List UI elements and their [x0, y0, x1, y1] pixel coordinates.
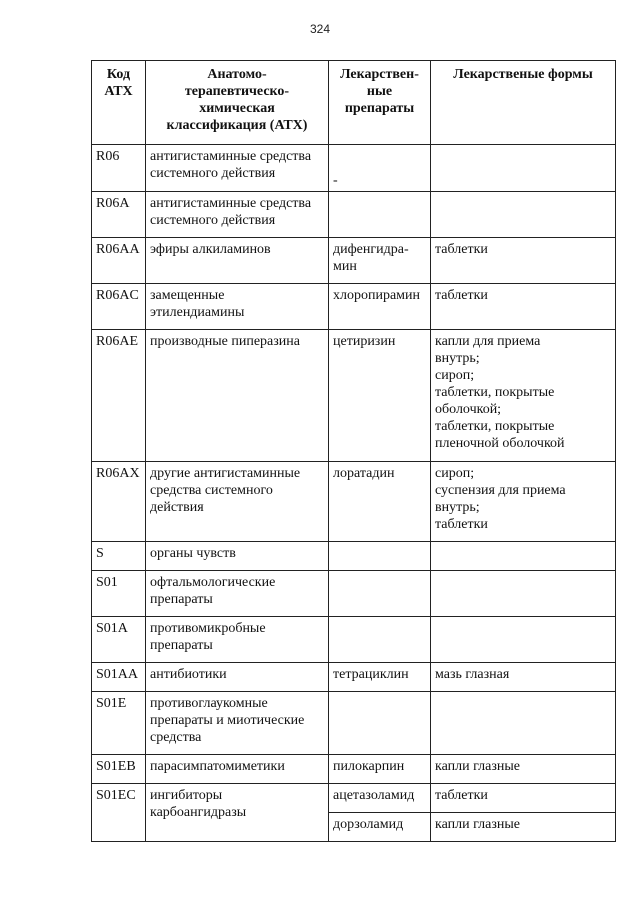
- row-form: [431, 617, 616, 663]
- page-number: 324: [309, 22, 331, 36]
- row-drug: лоратадин: [329, 462, 431, 542]
- row-code: R06A: [92, 192, 146, 238]
- table-row: [92, 784, 616, 813]
- row-code: S01AA: [92, 663, 146, 692]
- row-code: R06: [92, 145, 146, 192]
- row-code: S01EC: [92, 784, 146, 842]
- header-classification: Анатомо- терапевтическо- химическая классификация (АТХ): [146, 61, 329, 145]
- row-drug: -: [329, 145, 431, 192]
- row-classification: противоглаукомные препараты и миотические средства: [146, 692, 329, 755]
- row-form: [431, 571, 616, 617]
- table-row: [92, 663, 616, 692]
- table-row: [92, 284, 616, 330]
- row-drug: [329, 542, 431, 571]
- row-drug: [329, 617, 431, 663]
- row-form: мазь глазная: [431, 663, 616, 692]
- row-code: S: [92, 542, 146, 571]
- table-row: [92, 145, 616, 192]
- row-drug: хлоропирамин: [329, 284, 431, 330]
- table-row: [92, 192, 616, 238]
- row-classification: антибиотики: [146, 663, 329, 692]
- row-code: S01A: [92, 617, 146, 663]
- table-row: [92, 755, 616, 784]
- header-code: Код АТХ: [92, 61, 146, 145]
- row-classification: противомикробные препараты: [146, 617, 329, 663]
- table-row: [92, 238, 616, 284]
- row-classification: замещенные этилендиамины: [146, 284, 329, 330]
- row-classification: органы чувств: [146, 542, 329, 571]
- row-form: таблетки: [431, 238, 616, 284]
- row-classification: антигистаминные средства системного действия: [146, 145, 329, 192]
- row-drug: [329, 571, 431, 617]
- header-drugs: Лекарствен- ные препараты: [329, 61, 431, 145]
- row-form: [431, 542, 616, 571]
- row-code: S01EB: [92, 755, 146, 784]
- row-code: S01: [92, 571, 146, 617]
- row-drug: дифенгидра- мин: [329, 238, 431, 284]
- row-classification: парасимпатомиметики: [146, 755, 329, 784]
- row-form: таблетки: [431, 784, 616, 813]
- row-code: R06AA: [92, 238, 146, 284]
- row-classification: производные пиперазина: [146, 330, 329, 462]
- row-drug: ацетазоламид: [329, 784, 431, 813]
- row-classification: другие антигистаминные средства системного действия: [146, 462, 329, 542]
- row-classification: офтальмологические препараты: [146, 571, 329, 617]
- row-code: R06AC: [92, 284, 146, 330]
- row-classification: антигистаминные средства системного действия: [146, 192, 329, 238]
- header-forms: Лекарственые формы: [431, 61, 616, 145]
- row-code: R06AX: [92, 462, 146, 542]
- table-row: [92, 462, 616, 542]
- row-drug: [329, 692, 431, 755]
- table-row: [92, 692, 616, 755]
- row-drug: тетрациклин: [329, 663, 431, 692]
- row-form: таблетки: [431, 284, 616, 330]
- row-form: [431, 192, 616, 238]
- table-row: [92, 571, 616, 617]
- row-drug: цетиризин: [329, 330, 431, 462]
- row-drug: пилокарпин: [329, 755, 431, 784]
- row-form: сироп; суспензия для приема внутрь; таблетки: [431, 462, 616, 542]
- row-drug: дорзоламид: [329, 813, 431, 842]
- row-form: [431, 145, 616, 192]
- row-drug: [329, 192, 431, 238]
- table-row: [92, 617, 616, 663]
- row-form: капли для приема внутрь; сироп; таблетки, покрытые оболочкой; таблетки, покрытые пленочной оболочкой: [431, 330, 616, 462]
- row-form: [431, 692, 616, 755]
- row-classification: эфиры алкиламинов: [146, 238, 329, 284]
- row-code: S01E: [92, 692, 146, 755]
- row-classification: ингибиторы карбоангидразы: [146, 784, 329, 842]
- row-code: R06AE: [92, 330, 146, 462]
- table-header-row: [92, 61, 616, 145]
- row-form: капли глазные: [431, 755, 616, 784]
- table-row: [92, 542, 616, 571]
- table-row: [92, 330, 616, 462]
- atc-drug-table: [91, 60, 616, 842]
- row-form: капли глазные: [431, 813, 616, 842]
